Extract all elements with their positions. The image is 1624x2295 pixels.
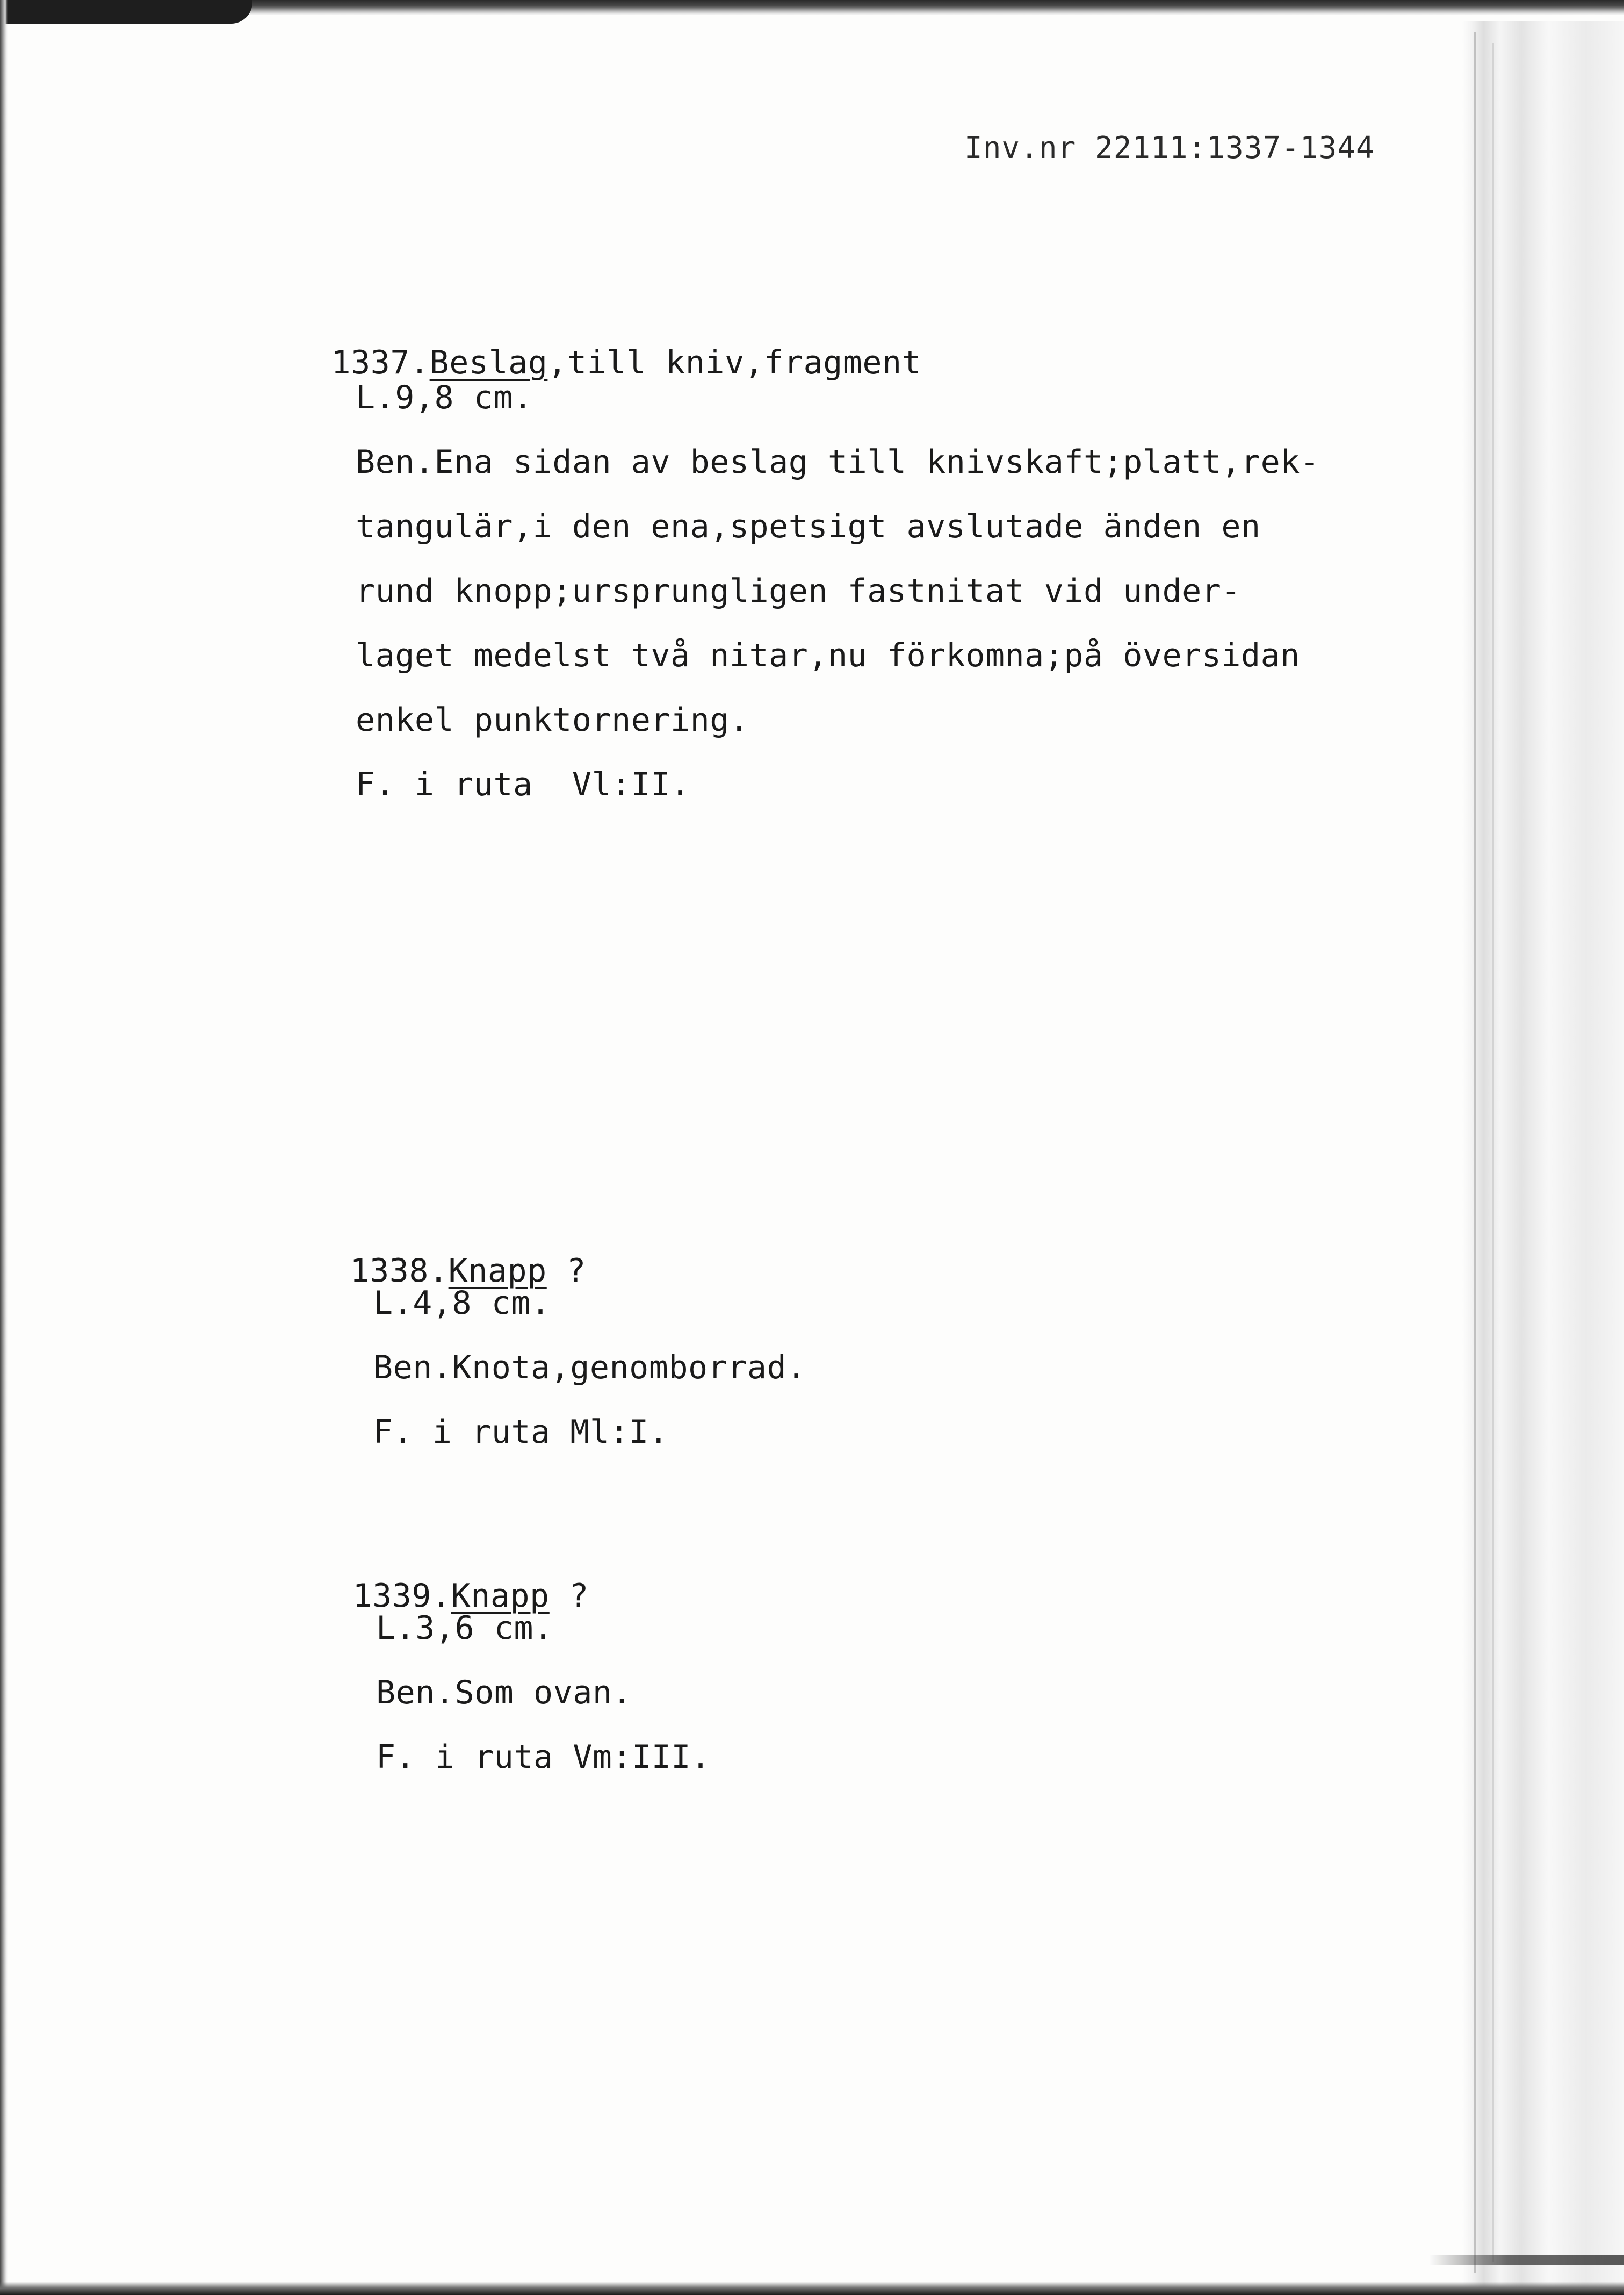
- scan-left-edge: [0, 0, 8, 2295]
- entry-1337-line: laget medelst två nitar,nu förkomna;på översidan: [356, 637, 1300, 674]
- scan-right-binding-line: [1474, 32, 1476, 2273]
- entry-1338-find-location: F. i ruta Ml:I.: [373, 1413, 669, 1451]
- scan-bottom-edge: [0, 2282, 1624, 2295]
- entry-1337-line: tangulär,i den ena,spetsigt avslutade änden en: [356, 508, 1261, 545]
- scan-top-edge-shadow: [0, 0, 252, 24]
- scan-right-margin: [1462, 21, 1624, 2295]
- entry-1339-line: Ben.Som ovan.: [376, 1674, 632, 1711]
- entry-1339-line: L.3,6 cm.: [376, 1609, 553, 1647]
- scan-right-binding-line-secondary: [1492, 43, 1494, 2262]
- entry-1337-line: enkel punktornering.: [356, 701, 749, 739]
- entry-object-name: Beslag: [429, 344, 548, 382]
- entry-number: 1339.: [352, 1577, 451, 1615]
- entry-1338-line: L.4,8 cm.: [373, 1284, 551, 1322]
- entry-1337-line: L.9,8 cm.: [356, 379, 533, 416]
- entry-1337-heading: [252, 314, 921, 411]
- entry-object-description: ?: [549, 1577, 589, 1615]
- entry-1339-find-location: F. i ruta Vm:III.: [376, 1738, 711, 1776]
- entry-object-name: Knapp: [451, 1577, 550, 1615]
- entry-1337-line: Ben.Ena sidan av beslag till knivskaft;platt,rek-: [356, 443, 1320, 481]
- entry-object-name: Knapp: [448, 1252, 547, 1290]
- inventory-number: Inv.nr 22111:1337-1344: [964, 131, 1375, 166]
- entry-object-description: ,till kniv,fragment: [547, 344, 922, 382]
- entry-number: 1337.: [331, 344, 430, 382]
- entry-object-description: ?: [546, 1252, 586, 1290]
- entry-1337-line: rund knopp;ursprungligen fastnitat vid under-: [356, 572, 1242, 610]
- entry-number: 1338.: [350, 1252, 449, 1290]
- entry-1337-find-location: F. i ruta Vl:II.: [356, 766, 690, 803]
- scan-bottom-smudge: [1429, 2255, 1624, 2265]
- entry-1338-line: Ben.Knota,genomborrad.: [373, 1349, 806, 1386]
